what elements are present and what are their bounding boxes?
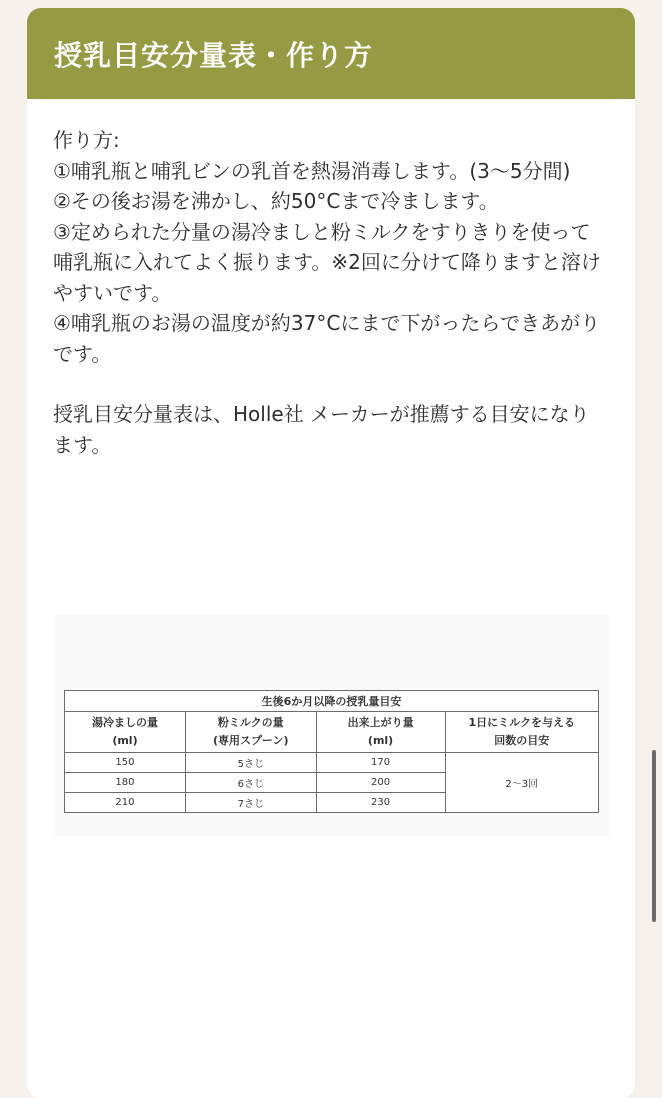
header-result: 出来上がり量 (ml) — [316, 712, 445, 753]
cell-water: 150 — [65, 753, 186, 773]
instructions-heading: 作り方: — [53, 128, 120, 152]
milk-amount-table — [64, 690, 599, 813]
cell-result: 200 — [316, 773, 445, 793]
cell-result: 230 — [316, 793, 445, 813]
header-frequency: 1日にミルクを与える 回数の目安 — [445, 712, 599, 753]
card-header — [27, 8, 635, 99]
paragraph-spacer — [53, 369, 609, 399]
table-caption: 生後6か月以降の授乳量目安 — [65, 691, 599, 712]
card-body — [27, 99, 635, 460]
table-note: 授乳目安分量表は、Holle社 メーカーが推薦する目安になります。 — [53, 402, 590, 457]
cell-water: 180 — [65, 773, 186, 793]
header-water: 湯冷ましの量 (ml) — [65, 712, 186, 753]
cell-frequency: 2〜3回 — [445, 753, 599, 813]
step-1: ①哺乳瓶と哺乳ビンの乳首を熱湯消毒します。(3〜5分間) — [53, 158, 571, 183]
card-title: 授乳目安分量表・作り方 — [54, 38, 374, 72]
table-row — [65, 753, 599, 773]
cell-powder: 6さじ — [185, 773, 316, 793]
step-4: ④哺乳瓶のお湯の温度が約37°Cにまで下がったらできあがりです。 — [53, 311, 601, 366]
header-powder: 粉ミルクの量 (専用スプーン) — [185, 712, 316, 753]
cell-powder: 7さじ — [185, 793, 316, 813]
cell-result: 170 — [316, 753, 445, 773]
milk-table-image — [55, 614, 609, 836]
content-card — [27, 8, 635, 1098]
scrollbar[interactable] — [652, 750, 656, 922]
step-3: ③定められた分量の湯冷ましと粉ミルクをすりきりを使って哺乳瓶に入れてよく振ります。※2回に分けて降りますと溶けやすいです。 — [53, 219, 601, 305]
cell-water: 210 — [65, 793, 186, 813]
step-2: ②その後お湯を沸かし、約50°Cまで冷まします。 — [53, 189, 499, 213]
cell-powder: 5さじ — [185, 753, 316, 773]
